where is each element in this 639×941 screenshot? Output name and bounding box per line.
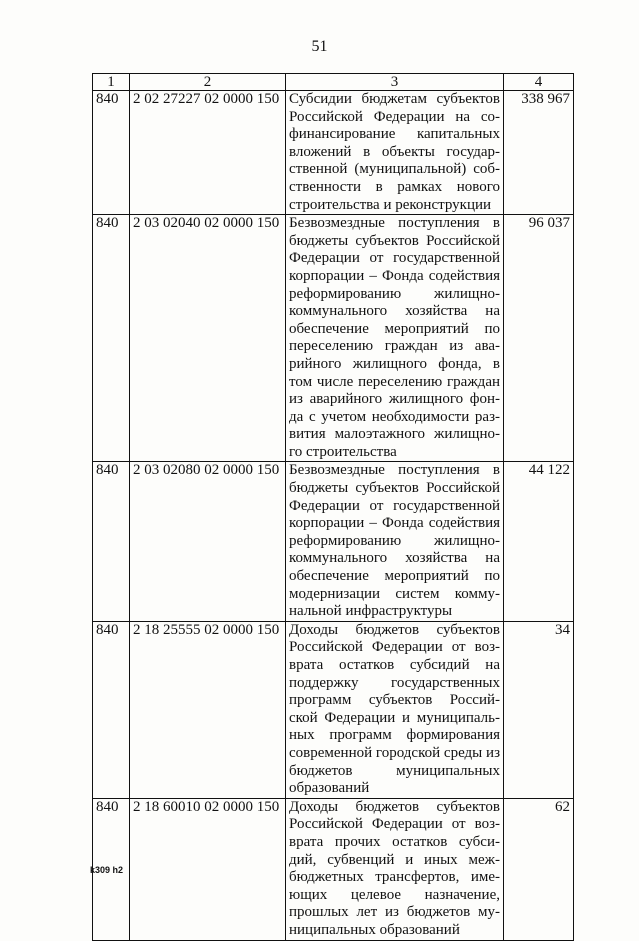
column-header-1: 1: [93, 74, 130, 91]
admin-code-cell: 840: [93, 621, 130, 798]
page-number: 51: [311, 38, 328, 55]
table-row: [93, 621, 574, 798]
budget-code-cell: 2 02 27227 02 0000 150: [130, 91, 286, 215]
admin-code-cell: 840: [93, 91, 130, 215]
table-row: [93, 462, 574, 621]
column-header-4: 4: [504, 74, 574, 91]
admin-code-cell: 840: [93, 798, 130, 940]
footer-document-code: k309 h2: [90, 865, 124, 875]
budget-revenue-table: [92, 73, 574, 941]
admin-code-cell: 840: [93, 215, 130, 462]
amount-cell: 96 037: [504, 215, 574, 462]
budget-code-cell: 2 03 02040 02 0000 150: [130, 215, 286, 462]
budget-code-cell: 2 03 02080 02 0000 150: [130, 462, 286, 621]
amount-cell: 44 122: [504, 462, 574, 621]
description-cell: Доходы бюджетов субъектов Российской Федерации от воз-врата прочих остатков субси-дий, субвенций и иных меж-бюджетных трансфертов, име-ющих целевое назначение, прошлых лет из бюджетов му-ниципальных образований: [286, 798, 504, 940]
amount-cell: 34: [504, 621, 574, 798]
amount-cell: 62: [504, 798, 574, 940]
amount-cell: 338 967: [504, 91, 574, 215]
column-header-3: 3: [286, 74, 504, 91]
admin-code-cell: 840: [93, 462, 130, 621]
column-header-2: 2: [130, 74, 286, 91]
description-cell: Доходы бюджетов субъектов Российской Федерации от воз-врата остатков субсидий на поддержку государственных программ субъектов Россий-ской Федерации и муниципаль-ных программ формирования современной городской среды из бюджетов муниципальных образований: [286, 621, 504, 798]
description-cell: Субсидии бюджетам субъектов Российской Федерации на со-финансирование капитальных вложений в объекты государ-ственной (муниципальной) соб-ственности в рамках нового строительства и реконструкции: [286, 91, 504, 215]
column-number-row: [93, 74, 574, 91]
table-row: [93, 91, 574, 215]
table-row: [93, 215, 574, 462]
description-cell: Безвозмездные поступления в бюджеты субъектов Российской Федерации от государственной корпорации – Фонда содействия реформированию жилищно-коммунального хозяйства на обеспечение мероприятий по модернизации систем комму-нальной инфраструктуры: [286, 462, 504, 621]
table-row: [93, 798, 574, 940]
description-cell: Безвозмездные поступления в бюджеты субъектов Российской Федерации от государственной корпорации – Фонда содействия реформированию жилищно-коммунального хозяйства на обеспечение мероприятий по переселению граждан из ава-рийного жилищного фонда, в том числе переселению граждан из аварийного жилищного фон-да с учетом необходимости раз-вития малоэтажного жилищно-го строительства: [286, 215, 504, 462]
budget-code-cell: 2 18 25555 02 0000 150: [130, 621, 286, 798]
budget-code-cell: 2 18 60010 02 0000 150: [130, 798, 286, 940]
